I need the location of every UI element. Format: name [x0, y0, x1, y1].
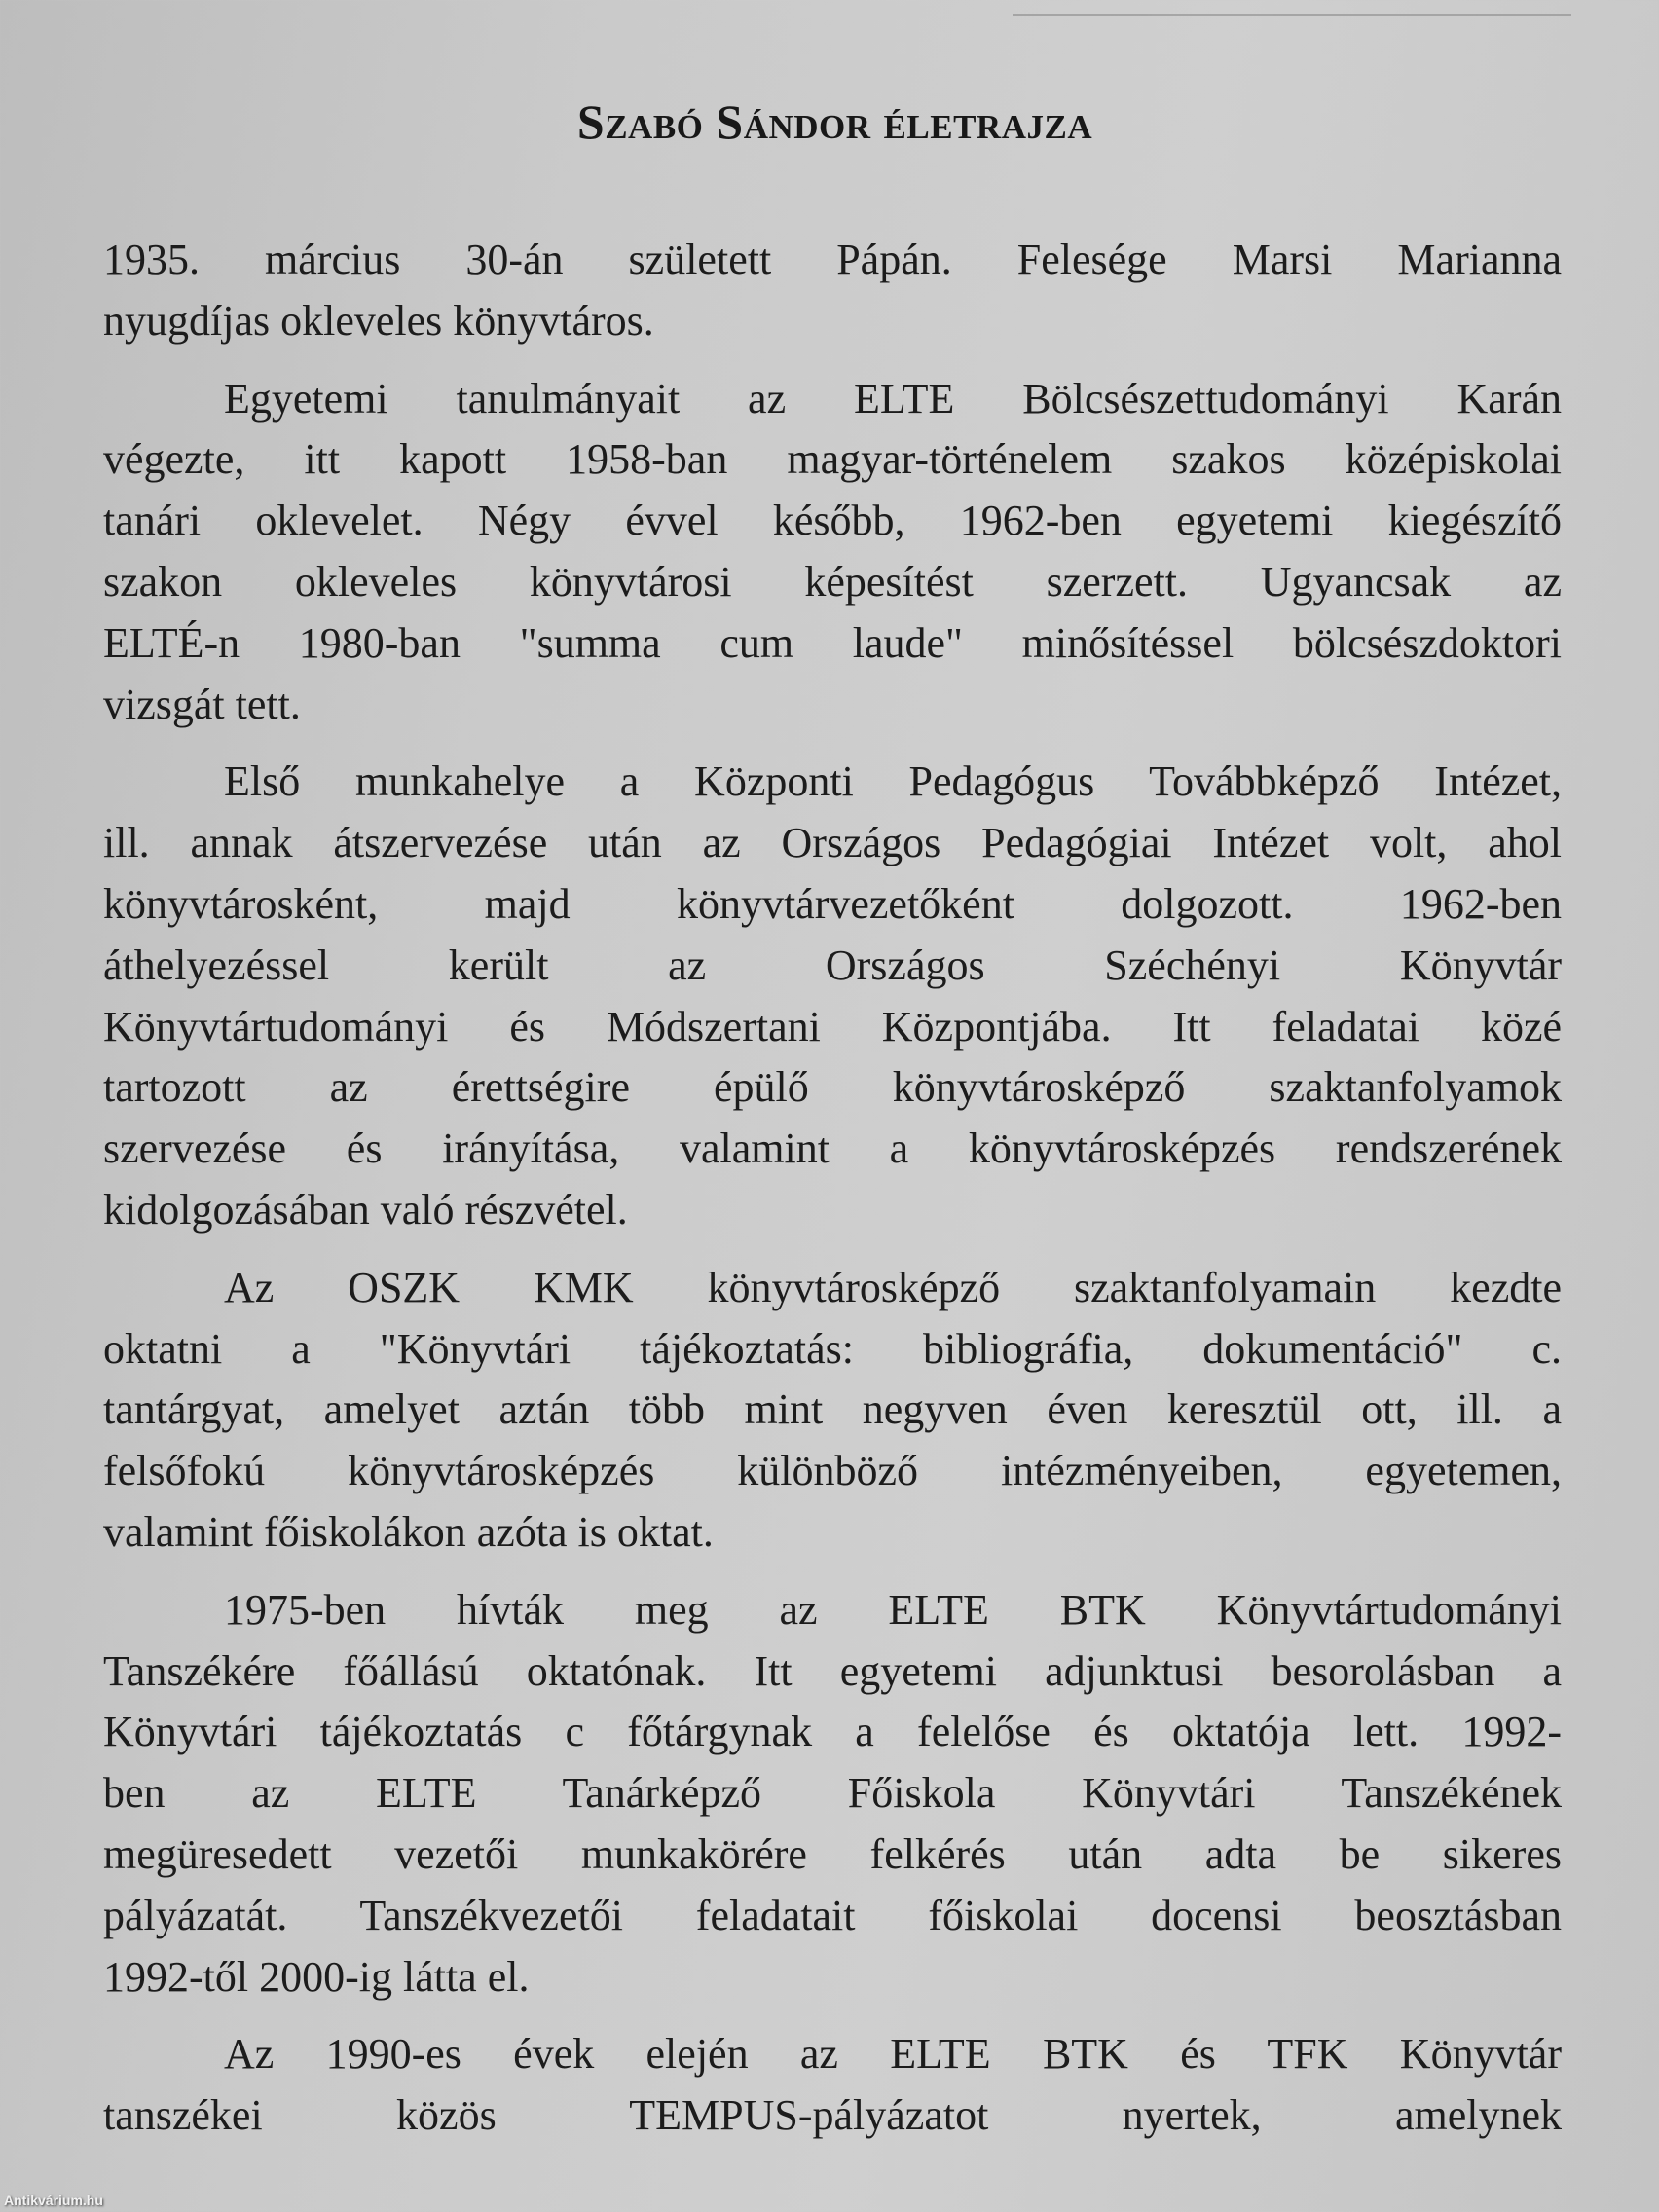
- text-line: végezte, itt kapott 1958-ban magyar-történelem szakos középiskolai: [103, 435, 1562, 484]
- text-line: áthelyezéssel került az Országos Széchényi Könyvtár: [103, 940, 1562, 989]
- text-line: 1975-ben hívták meg az ELTE BTK Könyvtártudományi: [224, 1585, 1562, 1634]
- page-title: Szabó Sándor életrajza: [576, 94, 1093, 149]
- watermark: Antikvárium.hu: [4, 2193, 103, 2208]
- text-line: Első munkahelye a Központi Pedagógus Továbbképző Intézet,: [224, 757, 1562, 806]
- text-line: pályázatát. Tanszékvezetői feladatait főiskolai docensi beosztásban: [103, 1891, 1562, 1939]
- paragraph: [103, 2024, 1562, 2147]
- text-line: Egyetemi tanulmányait az ELTE Bölcsészettudományi Karán: [224, 374, 1562, 423]
- paragraph: [103, 752, 1562, 1240]
- paragraph: [103, 230, 1562, 352]
- text-line: tartozott az érettségire épülő könyvtárosképző szaktanfolyamok: [103, 1063, 1562, 1112]
- paragraph: [103, 1580, 1562, 2009]
- text-line: tantárgyat, amelyet aztán több mint negyven éven keresztül ott, ill. a: [103, 1385, 1562, 1434]
- text-line: ELTÉ-n 1980-ban "summa cum laude" minősítéssel bölcsészdoktori: [103, 618, 1562, 667]
- paragraph: [103, 369, 1562, 736]
- text-line: szakon okleveles könyvtárosi képesítést szerzett. Ugyancsak az: [103, 557, 1562, 606]
- text-line: oktatni a "Könyvtári tájékoztatás: bibliográfia, dokumentáció" c.: [103, 1324, 1562, 1373]
- text-line: 1935. március 30-án született Pápán. Felesége Marsi Marianna: [103, 236, 1562, 283]
- text-line: Tanszékére főállású oktatónak. Itt egyetemi adjunktusi besorolásban a: [103, 1646, 1562, 1695]
- text-line: megüresedett vezetői munkakörére felkérés után adta be sikeres: [103, 1829, 1562, 1878]
- text-line: Könyvtári tájékoztatás c főtárgynak a felelőse és oktatója lett. 1992-: [103, 1708, 1562, 1756]
- text-line: Az 1990-es évek elején az ELTE BTK és TFK Könyvtár: [224, 2030, 1562, 2079]
- text-line: ill. annak átszervezése után az Országos Pedagógiai Intézet volt, ahol: [103, 819, 1562, 867]
- text-line: kidolgozásában való részvétel.: [103, 1185, 628, 1234]
- text-line: tanári oklevelet. Négy évvel később, 1962-ben egyetemi kiegészítő: [103, 497, 1562, 545]
- text-line: szervezése és irányítása, valamint a könyvtárosképzés rendszerének: [103, 1124, 1562, 1173]
- page-edge-line: [1013, 14, 1571, 16]
- text-line: nyugdíjas okleveles könyvtáros.: [103, 296, 654, 345]
- text-line: tanszékei közös TEMPUS-pályázatot nyertek, amelynek: [103, 2091, 1562, 2140]
- text-line: valamint főiskolákon azóta is oktat.: [103, 1507, 714, 1556]
- paragraph: [103, 1258, 1562, 1564]
- text-line: Könyvtártudományi és Módszertani Központjába. Itt feladatai közé: [103, 1002, 1562, 1051]
- body-text: [103, 230, 1562, 2163]
- text-line: vizsgát tett.: [103, 680, 301, 728]
- text-line: könyvtárosként, majd könyvtárvezetőként dolgozott. 1962-ben: [103, 879, 1562, 928]
- text-line: ben az ELTE Tanárképző Főiskola Könyvtári Tanszékének: [103, 1769, 1562, 1818]
- text-line: felsőfokú könyvtárosképzés különböző intézményeiben, egyetemen,: [103, 1447, 1562, 1495]
- text-line: 1992-től 2000-ig látta el.: [103, 1952, 530, 2001]
- text-line: Az OSZK KMK könyvtárosképző szaktanfolyamain kezdte: [224, 1263, 1562, 1311]
